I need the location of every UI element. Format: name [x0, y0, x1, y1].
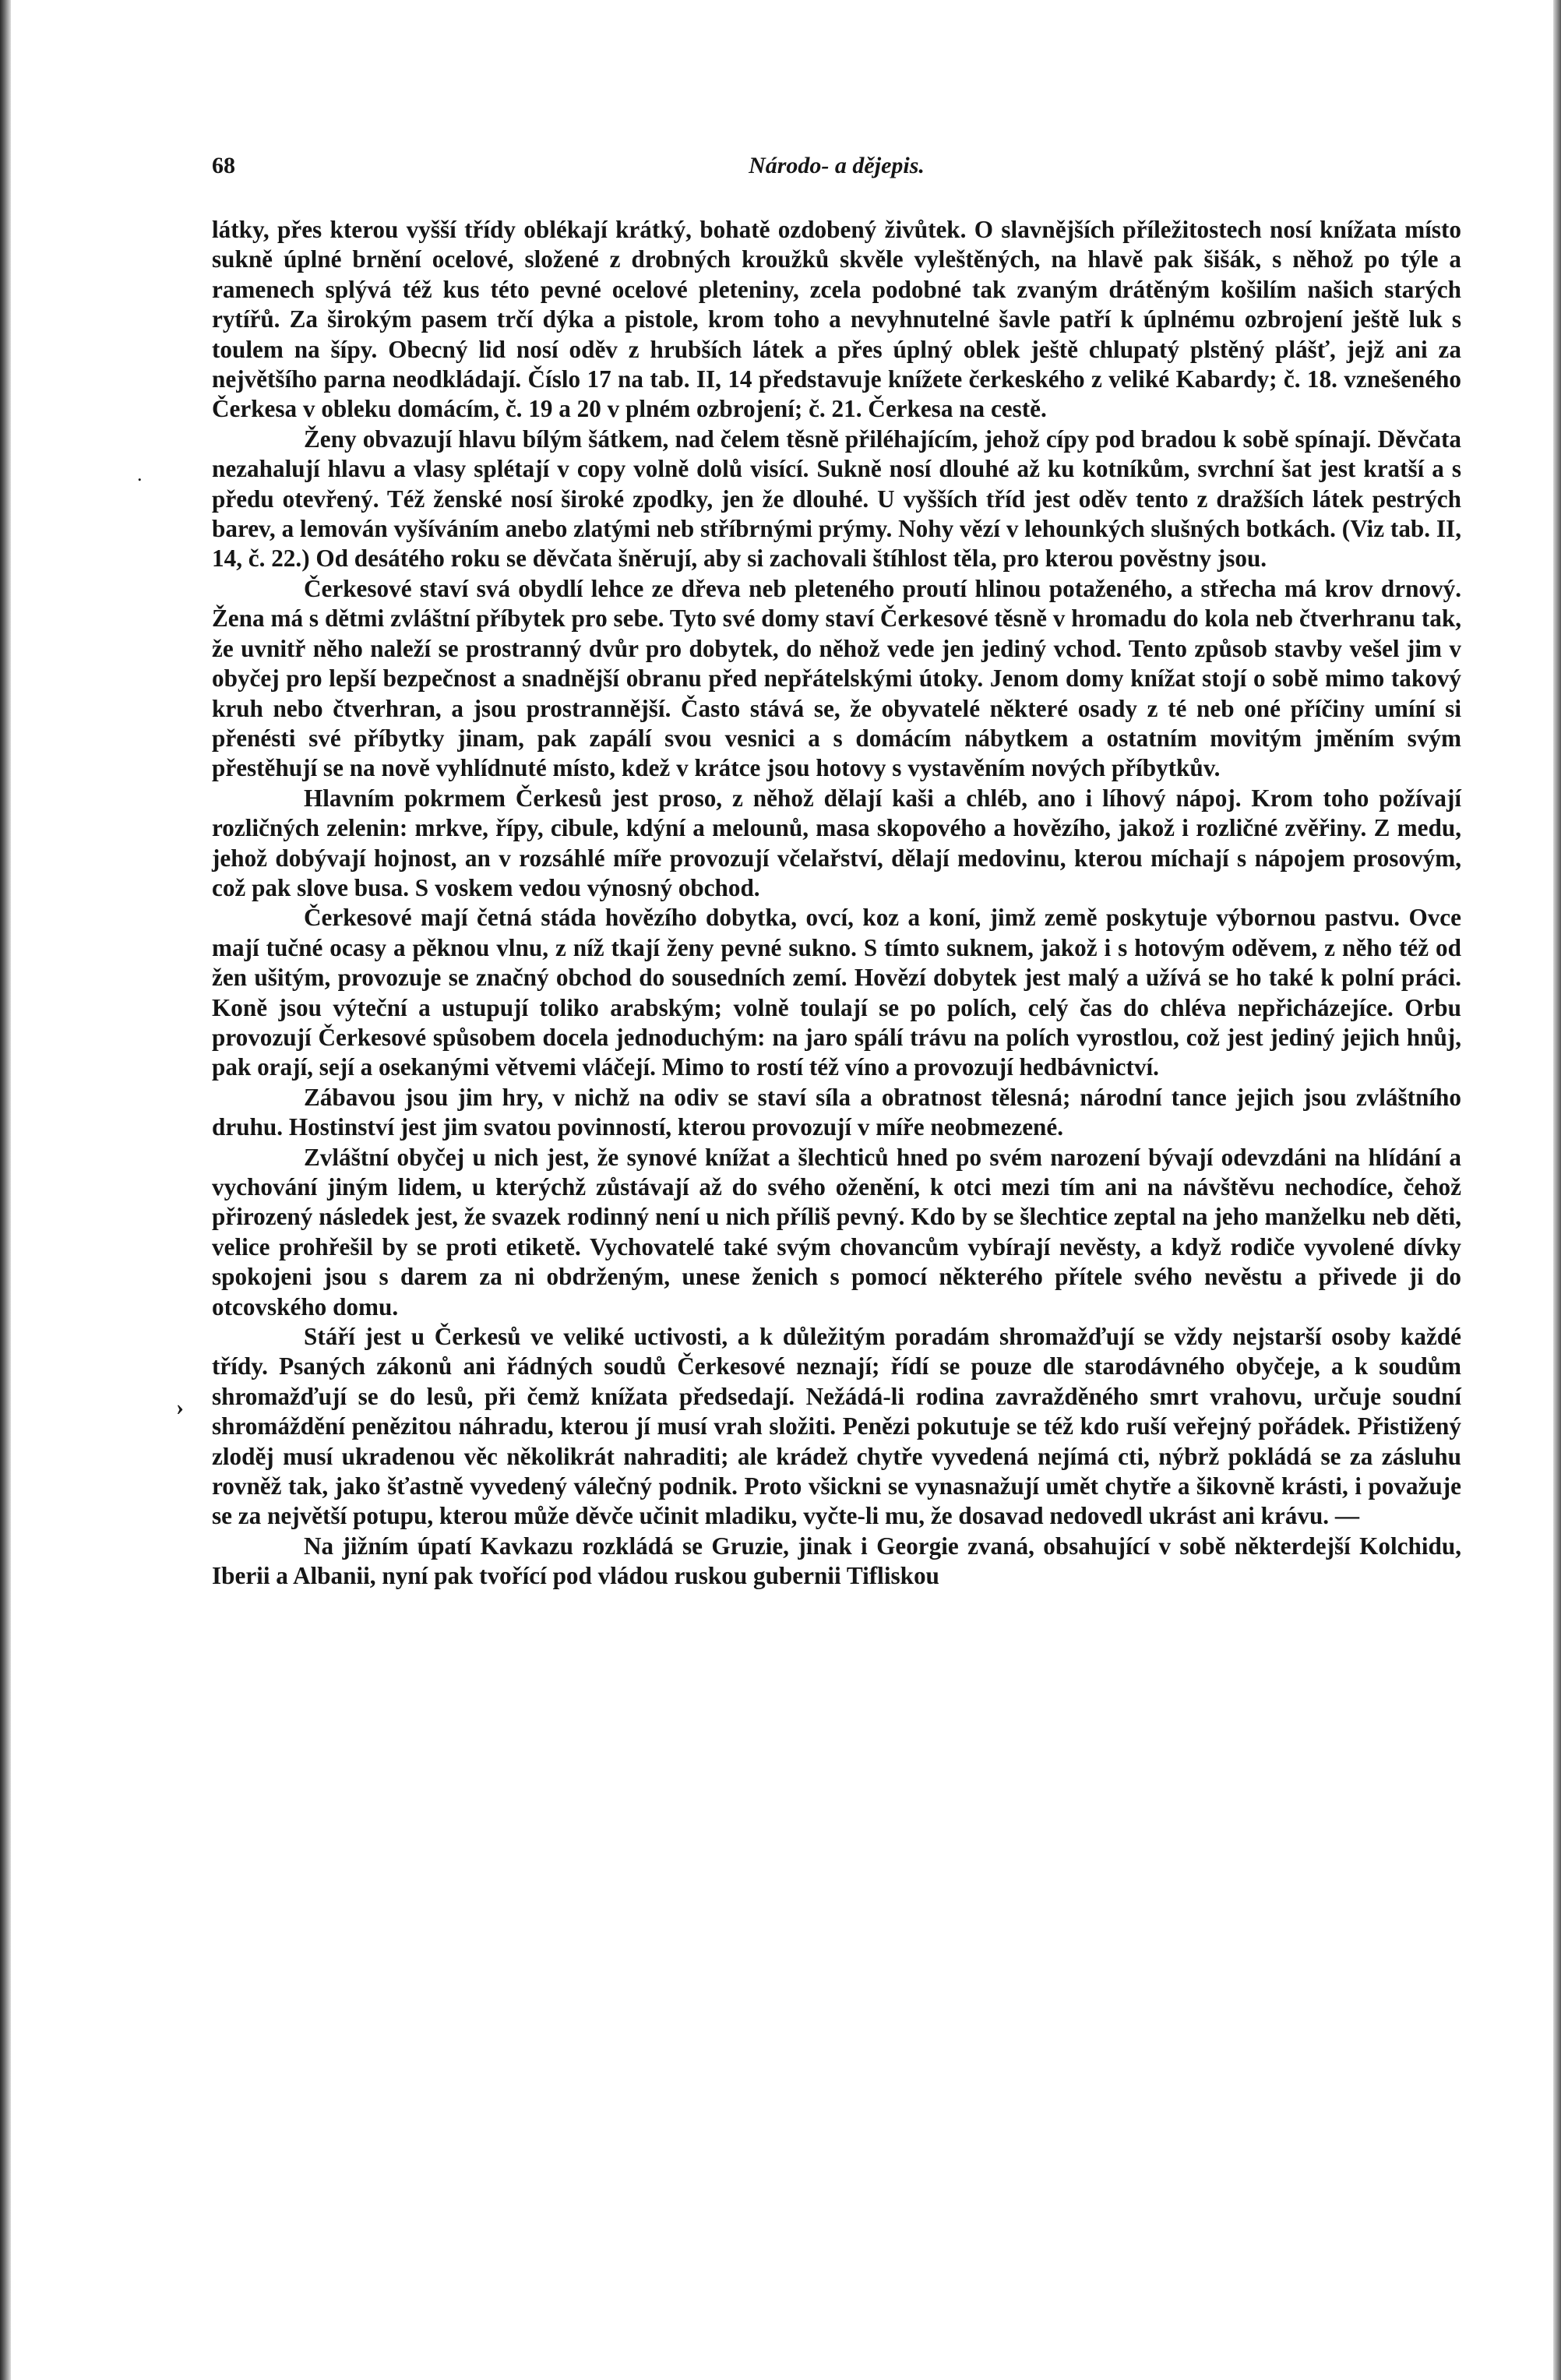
paragraph: Na jižním úpatí Kavkazu rozkládá se Gruzie, jinak i Georgie zvaná, obsahující v sobě některdejší Kolchidu, Iberii a Albanii, nyní pak tvořící pod vládou ruskou gubernii Tifliskou [212, 1532, 1461, 1590]
scan-edge-right [1553, 0, 1561, 2380]
margin-mark: . [137, 463, 143, 485]
body-text [212, 215, 1461, 1592]
paragraph: Hlavním pokrmem Čerkesů jest proso, z něhož dělají kaši a chléb, ano i líhový nápoj. Krom toho požívají rozličných zelenin: mrkve, řípy, cibule, kdýní a melounů, masa skopového a hovězího, jakož i rozličné zvěřiny. Z medu, jehož dobývají hojnost, an v rozsáhlé míře provozují včelařství, dělají medovinu, kterou míchají s nápojem prosovým, což pak slove busa. S voskem vedou výnosný obchod. [212, 784, 1461, 901]
paragraph: Zábavou jsou jim hry, v nichž na odiv se staví síla a obratnost tělesná; národní tance jejich jsou zvláštního druhu. Hostinství jest jim svatou povinností, kterou provozují v míře neobmezené. [212, 1083, 1461, 1141]
page-header [212, 153, 1461, 192]
paragraph: látky, přes kterou vyšší třídy oblékají krátký, bohatě ozdobený živůtek. O slavnějších příležitostech nosí knížata místo sukně úplné brnění ocelové, složené z drobných kroužků skvěle vyleštěných, na hlavě pak šišák, s něhož po týle a ramenech splývá též kus této pevné ocelové pleteniny, zcela podobné tak zvaným drátěným košilím našich starých rytířů. Za širokým pasem trčí dýka a pistole, krom toho a nevyhnutelné šavle patří k úplnému ozbrojení ještě luk s toulem na šípy. Obecný lid nosí oděv z hrubších látek a přes úplný oblek ještě chlupatý plstěný plášť, jejž ani za největšího parna neodkládají. Číslo 17 na tab. II, 14 představuje knížete čerkeského z veliké Kabardy; č. 18. vznešeného Čerkesa v obleku domácím, č. 19 a 20 v plném ozbrojení; č. 21. Čerkesa na cestě. [212, 216, 1461, 423]
paragraph: Ženy obvazují hlavu bílým šátkem, nad čelem těsně přiléhajícím, jehož cípy pod bradou k sobě spínají. Děvčata nezahalují hlavu a vlasy splétají v copy volně dolů visící. Sukně nosí dlouhé až ku kotníkům, svrchní šat jest kratší a s předu otevřený. Též ženské nosí široké zpodky, jen že dlouhé. U vyšších tříd jest oděv tento z dražších látek pestrých barev, a lemován vyšíváním anebo zlatými neb stříbrnými prýmy. Nohy vězí v lehounkých slušných botkách. (Viz tab. II, 14, č. 22.) Od desátého roku se děvčata šněrují, aby si zachovali štíhlost těla, pro kterou pověstny jsou. [212, 425, 1461, 573]
paragraph: Stáří jest u Čerkesů ve veliké uctivosti, a k důležitým poradám shromažďují se vždy nejstarší osoby každé třídy. Psaných zákonů ani řádných soudů Čerkesové neznají; řídí se pouze dle starodávného obyčeje, a k soudům shromažďují se do lesů, při čemž knížata předsedají. Nežádá-li rodina zavražděného smrt vrahovu, určuje soudní shromáždění penězitou náhradu, kterou jí musí vrah složiti. Penězi pokutuje se též kdo ruší veřejný pořádek. Přistižený zloděj musí ukradenou věc několikrát nahraditi; ale krádež chytře vyvedená nejímá cti, nýbrž pokládá se za zásluhu rovněž tak, jako šťastně vyvedený válečný podnik. Proto všickni se vynasnažují umět chytře a šikovně krásti, i považuje se za největší potupu, kterou může děvče učinit mladiku, vyčte-li mu, že dosavad nedovedl ukrást ani krávu. — [212, 1323, 1461, 1530]
scan-edge-left [0, 0, 11, 2380]
page-number: 68 [212, 153, 235, 178]
running-title: Národo- a dějepis. [749, 153, 925, 178]
paragraph: Zvláštní obyčej u nich jest, že synové knížat a šlechticů hned po svém narození bývají odevzdáni na hlídání a vychování jiným lidem, u kterýchž zůstávají až do svého oženění, k otci mezi tím ani na návštěvu nechodíce, čehož přirozený následek jest, že svazek rodinný není u nich příliš pevný. Kdo by se šlechtice zeptal na jeho manželku neb děti, velice prohřešil by se proti etiketě. Vychovatelé také svým chovancům vybírají nevěsty, a když rodiče vyvolené dívky spokojeni jsou s darem za ni obdrženým, unese ženich s pomocí některého přítele svého nevěstu a přivede ji do otcovského domu. [212, 1143, 1461, 1320]
paragraph: Čerkesové mají četná stáda hovězího dobytka, ovcí, koz a koní, jimž země poskytuje výbornou pastvu. Ovce mají tučné ocasy a pěknou vlnu, z níž tkají ženy pevné sukno. S tímto suknem, jakož i s hotovým oděvem, z něho též od žen ušitým, provozuje se značný obchod do sousedních zemí. Hovězí dobytek jest malý a užívá se ho také k polní práci. Koně jsou výteční a ustupují toliko arabským; volně toulají se po polích, celý čas do chléva nepřicházejíce. Orbu provozují Čerkesové spůsobem docela jednoduchým: na jaro spálí trávu na polích vyrostlou, což jest jediný jejich hnůj, pak orají, sejí a osekanými větvemi vláčejí. Mimo to rostí též víno a provozují hedbávnictví. [212, 904, 1461, 1081]
margin-mark: › [176, 1395, 184, 1420]
paragraph: Čerkesové staví svá obydlí lehce ze dřeva neb pleteného proutí hlinou potaženého, a střecha má krov drnový. Žena má s dětmi zvláštní příbytek pro sebe. Tyto své domy staví Čerkesové těsně v hromadu do kola neb čtverhranu tak, že uvnitř něho naleží se prostranný dvůr pro dobytek, do něhož vede jen jediný vchod. Tento způsob stavby vešel jim v obyčej pro lepší bezpečnost a snadnější obranu před nepřátelskými útoky. Jenom domy knížat stojí o sobě mimo takový kruh nebo čtverhran, a jsou prostrannější. Často stává se, že obyvatelé některé osady z té neb oné příčiny umíní si přenésti své příbytky jinam, pak zapálí svou vesnici a s domácím nábytkem a ostatním movitým jměním svým přestěhují se na nově vyhlídnuté místo, kdež v krátce jsou hotovy s vystavěním nových příbytkův. [212, 574, 1461, 782]
